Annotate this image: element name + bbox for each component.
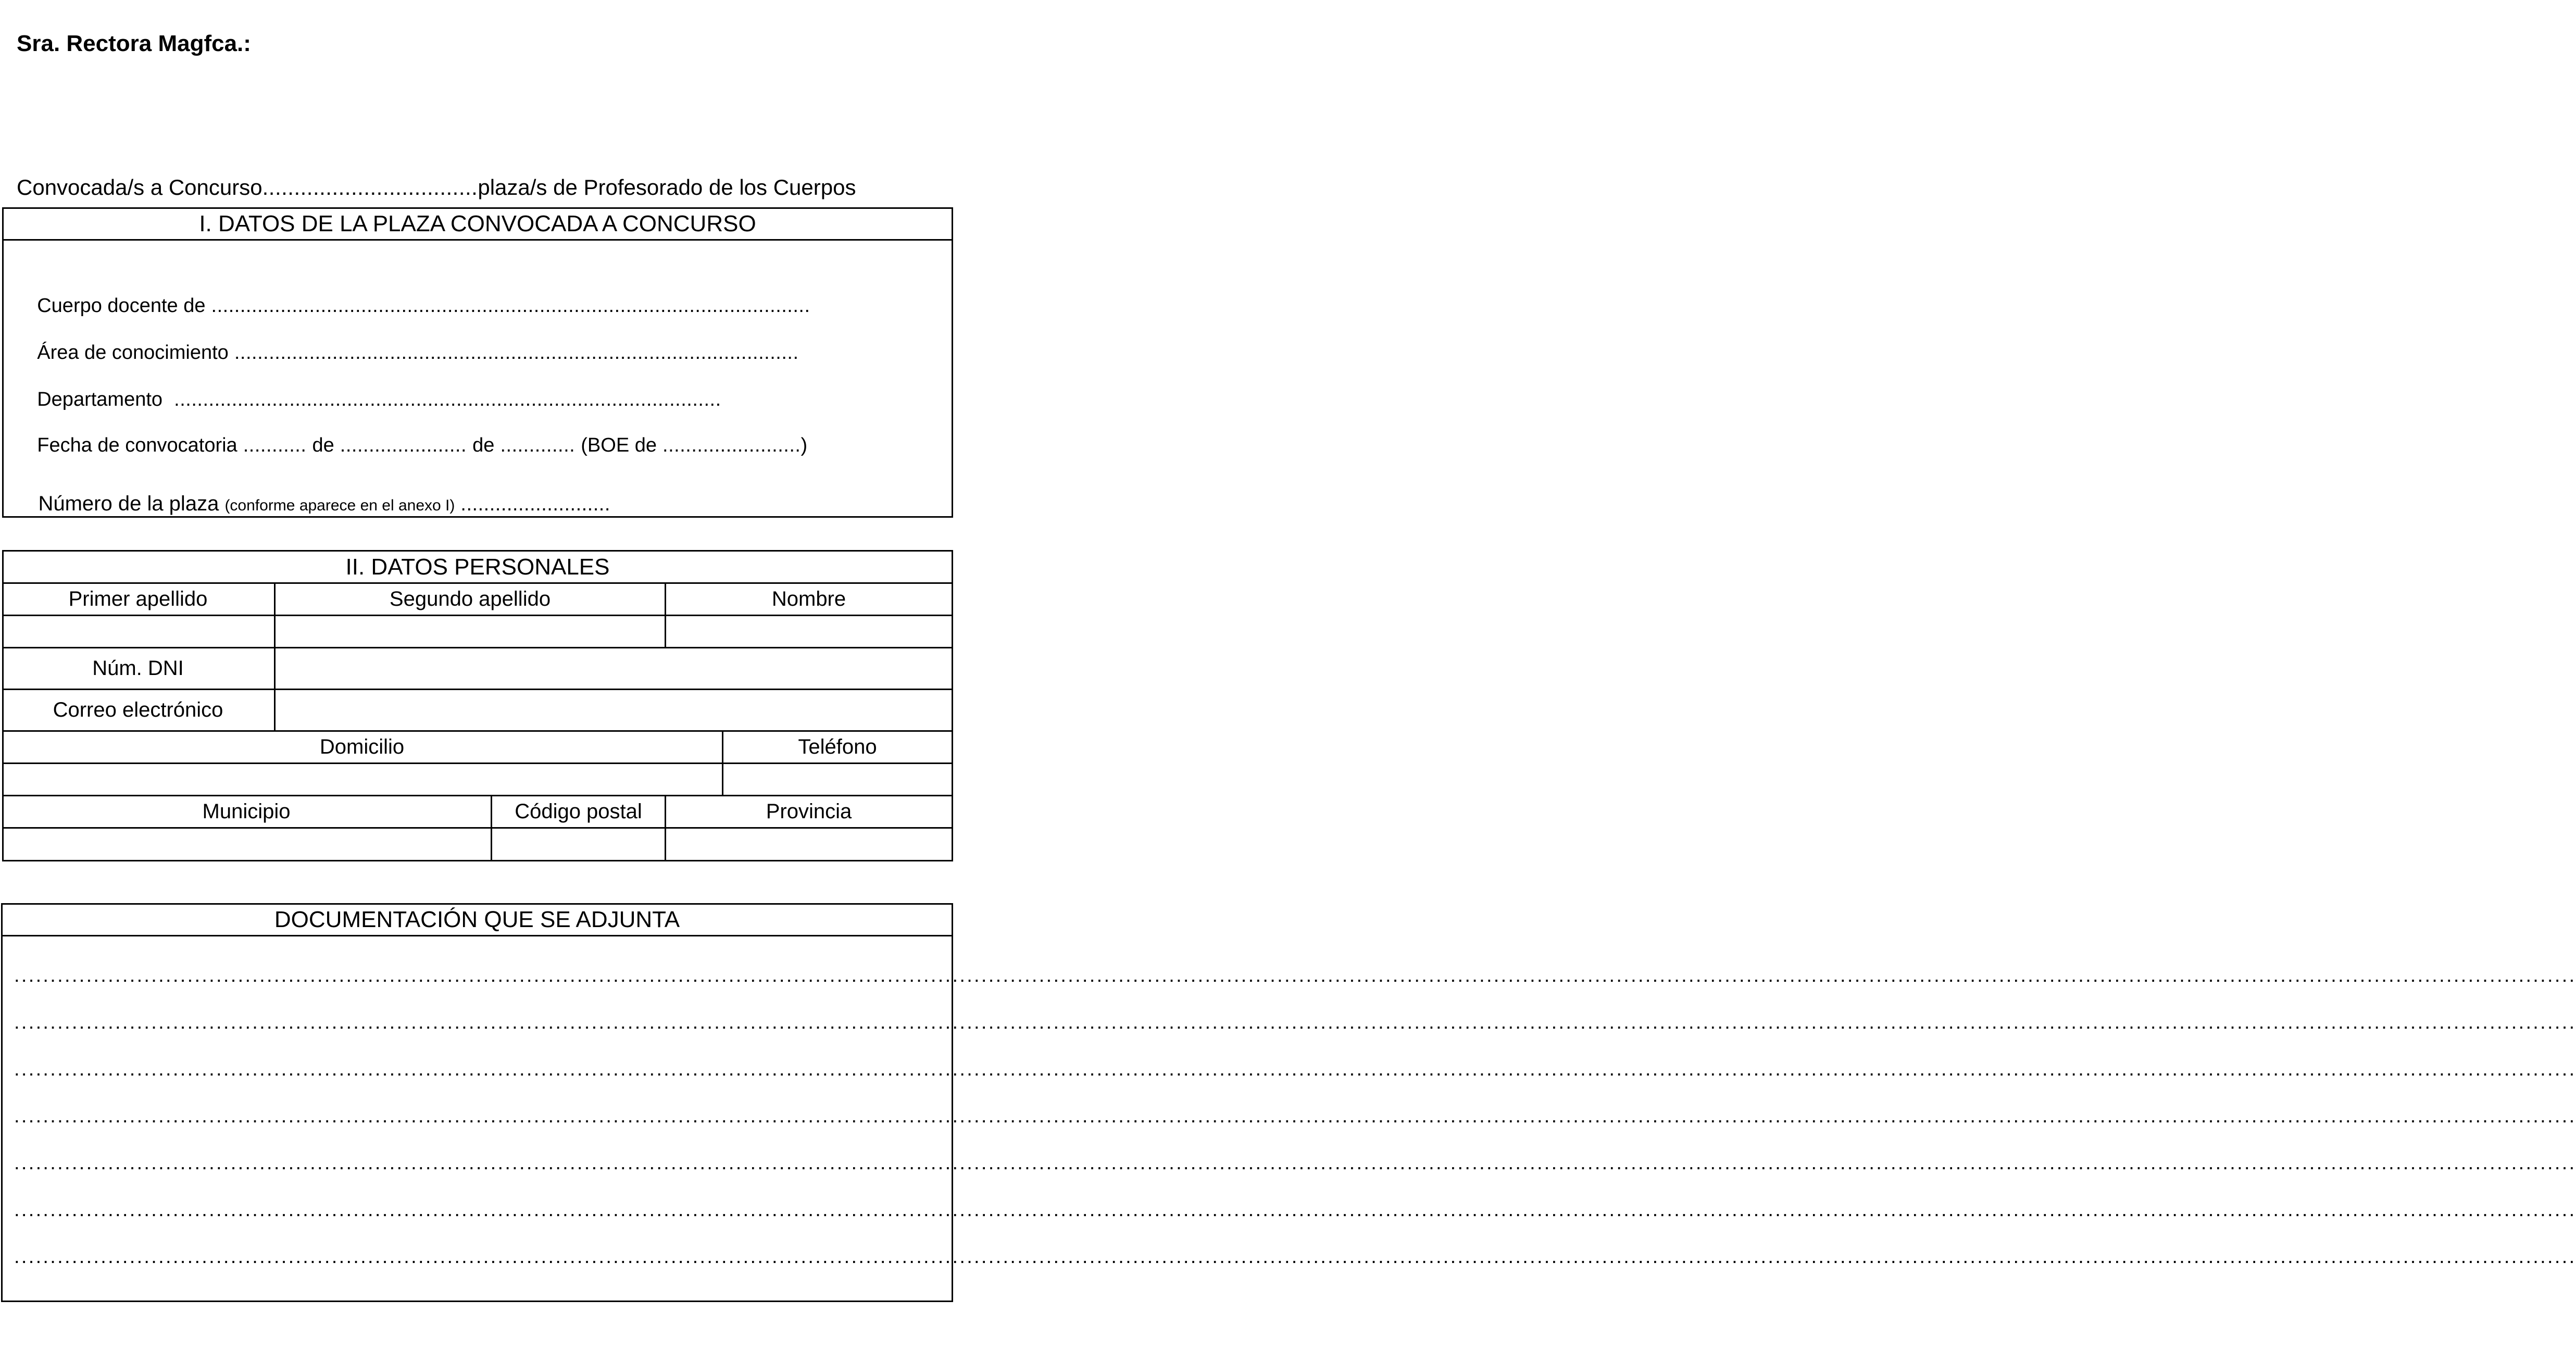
nombre-input[interactable] [666, 616, 952, 647]
section-plaza-title: I. DATOS DE LA PLAZA CONVOCADA A CONCURSO [4, 209, 952, 241]
departamento-label: Departamento [37, 389, 163, 410]
documentation-line[interactable]: ................................................................................................................................................................................................................................................................................................................................................................... [14, 1058, 2576, 1080]
documentation-line[interactable]: ................................................................................................................................................................................................................................................................................................................................................................... [14, 965, 2576, 986]
boe-date-dots[interactable]: ........................) [657, 434, 808, 456]
documentation-line[interactable]: ................................................................................................................................................................................................................................................................................................................................................................... [14, 1152, 2576, 1174]
numero-plaza-label: Número de la plaza [38, 492, 219, 515]
boe-label: (BOE de [581, 434, 657, 456]
intro-line-1 [17, 174, 944, 201]
primer-apellido-label: Primer apellido [68, 588, 208, 610]
fecha-day-dots[interactable]: ........... [237, 434, 312, 456]
dni-input[interactable] [276, 648, 952, 689]
codigo-postal-label: Código postal [515, 800, 642, 823]
fecha-de-2: de [472, 434, 495, 456]
provincia-label: Provincia [766, 800, 852, 823]
fecha-de-1: de [312, 434, 334, 456]
telefono-label: Teléfono [798, 735, 877, 758]
cuerpo-docente-dots[interactable]: ........................................................................................................ [205, 295, 810, 317]
correo-input[interactable] [276, 690, 952, 730]
segundo-apellido-label: Segundo apellido [389, 588, 551, 610]
letter-salutation: Sra. Rectora Magfca.: [17, 31, 251, 56]
fecha-month-dots[interactable]: ...................... [334, 434, 473, 456]
municipio-input[interactable] [4, 829, 491, 860]
section-personal-data [2, 550, 953, 861]
fecha-convocatoria-label: Fecha de convocatoria [37, 434, 237, 456]
domicilio-label: Domicilio [319, 735, 405, 758]
documentation-line[interactable]: ................................................................................................................................................................................................................................................................................................................................................................... [14, 1246, 2576, 1268]
section-documentation [1, 903, 2576, 1302]
primer-apellido-input[interactable] [4, 616, 274, 647]
segundo-apellido-input[interactable] [276, 616, 665, 647]
documentation-line[interactable]: ................................................................................................................................................................................................................................................................................................................................................................... [14, 1199, 2576, 1221]
numero-plaza-note: (conforme aparece en el anexo I) [224, 497, 455, 514]
correo-label: Correo electrónico [53, 698, 223, 721]
municipio-label: Municipio [202, 800, 291, 823]
dni-label: Núm. DNI [92, 657, 184, 680]
section-personal-title: II. DATOS PERSONALES [345, 554, 610, 580]
fecha-year-dots[interactable]: ............. [494, 434, 581, 456]
telefono-input[interactable] [723, 764, 952, 795]
codigo-postal-input[interactable] [492, 829, 665, 860]
departamento-dots[interactable]: ............................................................................................... [162, 389, 721, 410]
documentation-line[interactable]: ................................................................................................................................................................................................................................................................................................................................................................... [14, 1105, 2576, 1127]
numero-plaza-field[interactable] [15, 466, 610, 543]
provincia-input[interactable] [666, 829, 952, 860]
section-documentation-title: DOCUMENTACIÓN QUE SE ADJUNTA [3, 905, 952, 936]
section-plaza-data [2, 207, 953, 518]
documentation-line[interactable]: ................................................................................................................................................................................................................................................................................................................................................................... [14, 1011, 2576, 1033]
domicilio-input[interactable] [4, 764, 722, 795]
intro-text-b: plaza/s de Profesorado de los Cuerpos [478, 175, 856, 199]
area-conocimiento-label: Área de conocimiento [37, 342, 229, 364]
intro-text-a: Convocada/s a Concurso [17, 175, 262, 199]
plazas-count-field[interactable]: .................................. [262, 175, 478, 199]
area-conocimiento-dots[interactable]: .................................................................................................. [228, 342, 799, 364]
numero-plaza-dots[interactable]: .......................... [455, 493, 610, 515]
cuerpo-docente-label: Cuerpo docente de [37, 295, 206, 317]
nombre-label: Nombre [771, 588, 846, 610]
